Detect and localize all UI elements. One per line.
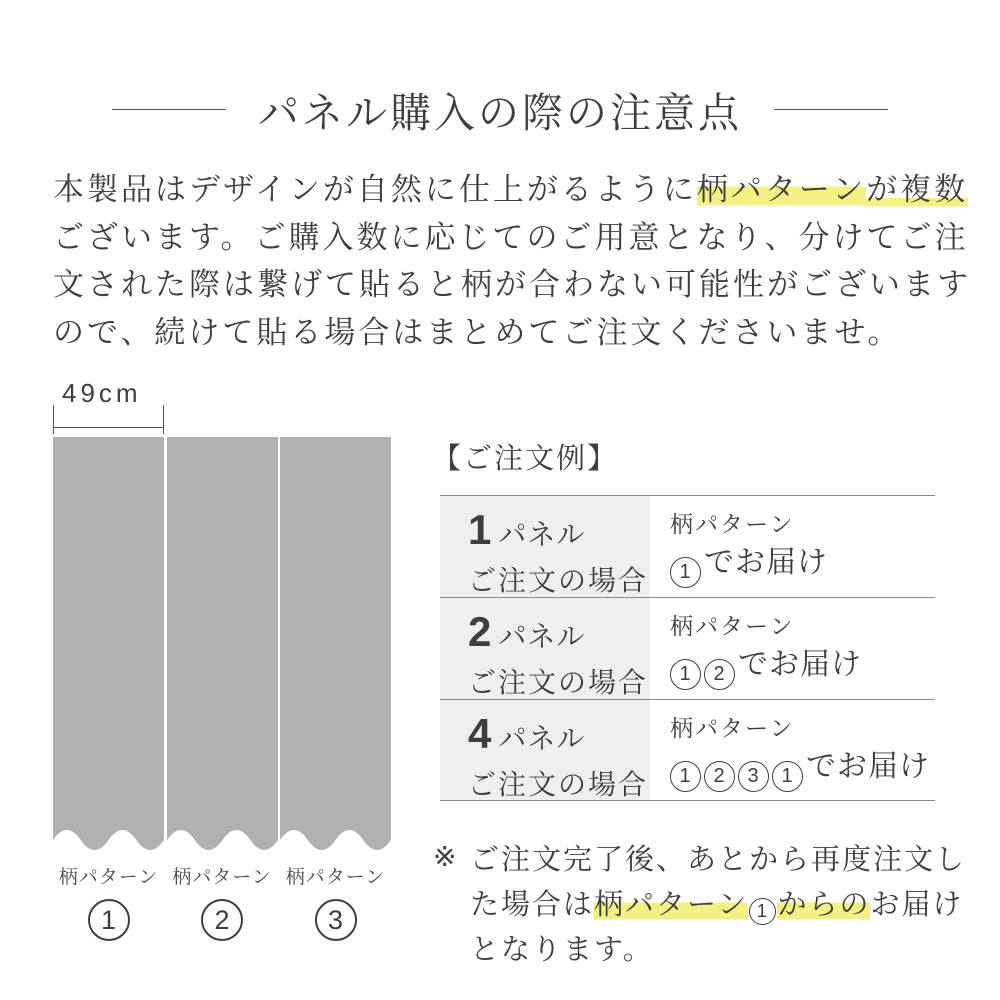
circled-number: 1 — [670, 659, 701, 690]
page-title: パネル購入の際の注意点 — [258, 90, 742, 136]
text-segment: からの — [777, 889, 871, 921]
result-cell — [650, 700, 935, 800]
panel-count-line — [468, 710, 650, 765]
text-segment: 柄パターン — [594, 889, 749, 921]
pattern-label: 柄パターン — [670, 715, 795, 741]
text-segment: となります。 — [470, 934, 654, 966]
title-row — [0, 80, 1000, 139]
text-line — [470, 838, 978, 883]
text-segment: ございます。ご購入数に応じてのご用意となり、分けてご注 — [53, 219, 969, 255]
delivery-line — [670, 750, 935, 792]
order-case-label: ご注文の場合 — [468, 565, 649, 596]
panel-shape — [167, 437, 278, 852]
delivery-suffix: でお届け — [738, 648, 862, 681]
circled-number: 2 — [704, 761, 735, 792]
text-line — [53, 166, 969, 214]
text-segment: お届け — [870, 889, 964, 921]
text-line — [470, 883, 978, 928]
circled-number: 1 — [772, 761, 803, 792]
circled-number: 1 — [670, 761, 701, 792]
text-segment: た場合は — [470, 889, 595, 921]
order-table — [440, 495, 935, 801]
title-divider-right — [774, 109, 888, 110]
panel-caption-1 — [53, 862, 164, 941]
delivery-suffix: でお届け — [704, 546, 828, 579]
text-segment: ご注文完了後、あとから再度注文し — [470, 844, 967, 876]
result-cell — [650, 496, 935, 597]
qty-cell — [440, 496, 650, 597]
panel-captions — [53, 862, 391, 941]
table-row-2 — [440, 597, 935, 699]
panel-count: 1 — [468, 506, 492, 553]
result-cell — [650, 598, 935, 699]
panel-count: 4 — [468, 710, 492, 757]
order-case-label: ご注文の場合 — [468, 769, 649, 800]
circled-number: 2 — [704, 659, 735, 690]
delivery-suffix: でお届け — [806, 750, 930, 783]
text-segment: ので、続けて貼る場合はまとめてご注文くださいませ。 — [53, 314, 902, 350]
title-divider-left — [112, 109, 226, 110]
panel-count: 2 — [468, 608, 492, 655]
order-case-label: ご注文の場合 — [468, 667, 649, 698]
delivery-line — [670, 648, 935, 690]
text-segment: が複数 — [866, 172, 969, 207]
note-marker: ※ — [433, 841, 459, 872]
pattern-label: 柄パターン — [670, 511, 795, 537]
measure-bracket — [53, 405, 164, 434]
panel-caption-2 — [167, 862, 278, 941]
circled-number: 1 — [670, 557, 701, 588]
pattern-label: 柄パターン — [285, 867, 386, 888]
panel-2 — [167, 437, 278, 852]
circled-number: 1 — [749, 898, 776, 925]
pattern-circles — [670, 546, 704, 583]
panel-unit: パネル — [498, 723, 586, 754]
pattern-label: 柄パターン — [670, 613, 795, 639]
qty-cell — [440, 700, 650, 800]
table-row-1 — [440, 495, 935, 597]
text-segment: 文された際は繋げて貼ると柄が合わない可能性がございます — [53, 267, 971, 302]
pattern-label: 柄パターン — [172, 867, 272, 888]
qty-cell — [440, 598, 650, 699]
panel-caption-3 — [280, 862, 391, 941]
circled-number: 3 — [738, 761, 769, 792]
panel-shape — [280, 437, 391, 852]
table-row-3 — [440, 699, 935, 801]
panel-width-label: 49cm — [62, 378, 142, 408]
panel-shape — [53, 437, 164, 852]
circled-number-2: 2 — [201, 899, 243, 941]
text-line — [53, 309, 963, 357]
circled-number-1: 1 — [88, 899, 130, 941]
footnote-text — [433, 838, 978, 973]
panel-unit: パネル — [498, 519, 586, 550]
delivery-line — [670, 546, 935, 588]
panel-count-line — [468, 506, 650, 561]
measure-line — [54, 427, 163, 429]
text-line — [470, 928, 978, 973]
pattern-label: 柄パターン — [58, 867, 159, 888]
text-segment: 本製品はデザインが自然に仕上がるように — [53, 172, 697, 207]
circled-number-3: 3 — [315, 899, 357, 941]
panel-unit: パネル — [498, 621, 586, 652]
intro-paragraph — [53, 166, 971, 356]
panel-diagram — [53, 437, 391, 852]
panel-count-line — [468, 608, 650, 663]
footnote — [433, 838, 978, 973]
examples-heading: 【ご注文例】 — [432, 443, 619, 475]
pattern-circles — [670, 750, 806, 787]
text-segment: 柄パターン — [696, 172, 867, 207]
panel-3 — [280, 437, 391, 852]
pattern-circles — [670, 648, 738, 685]
text-line — [53, 261, 971, 309]
text-line — [53, 214, 969, 262]
panel-1 — [53, 437, 164, 852]
